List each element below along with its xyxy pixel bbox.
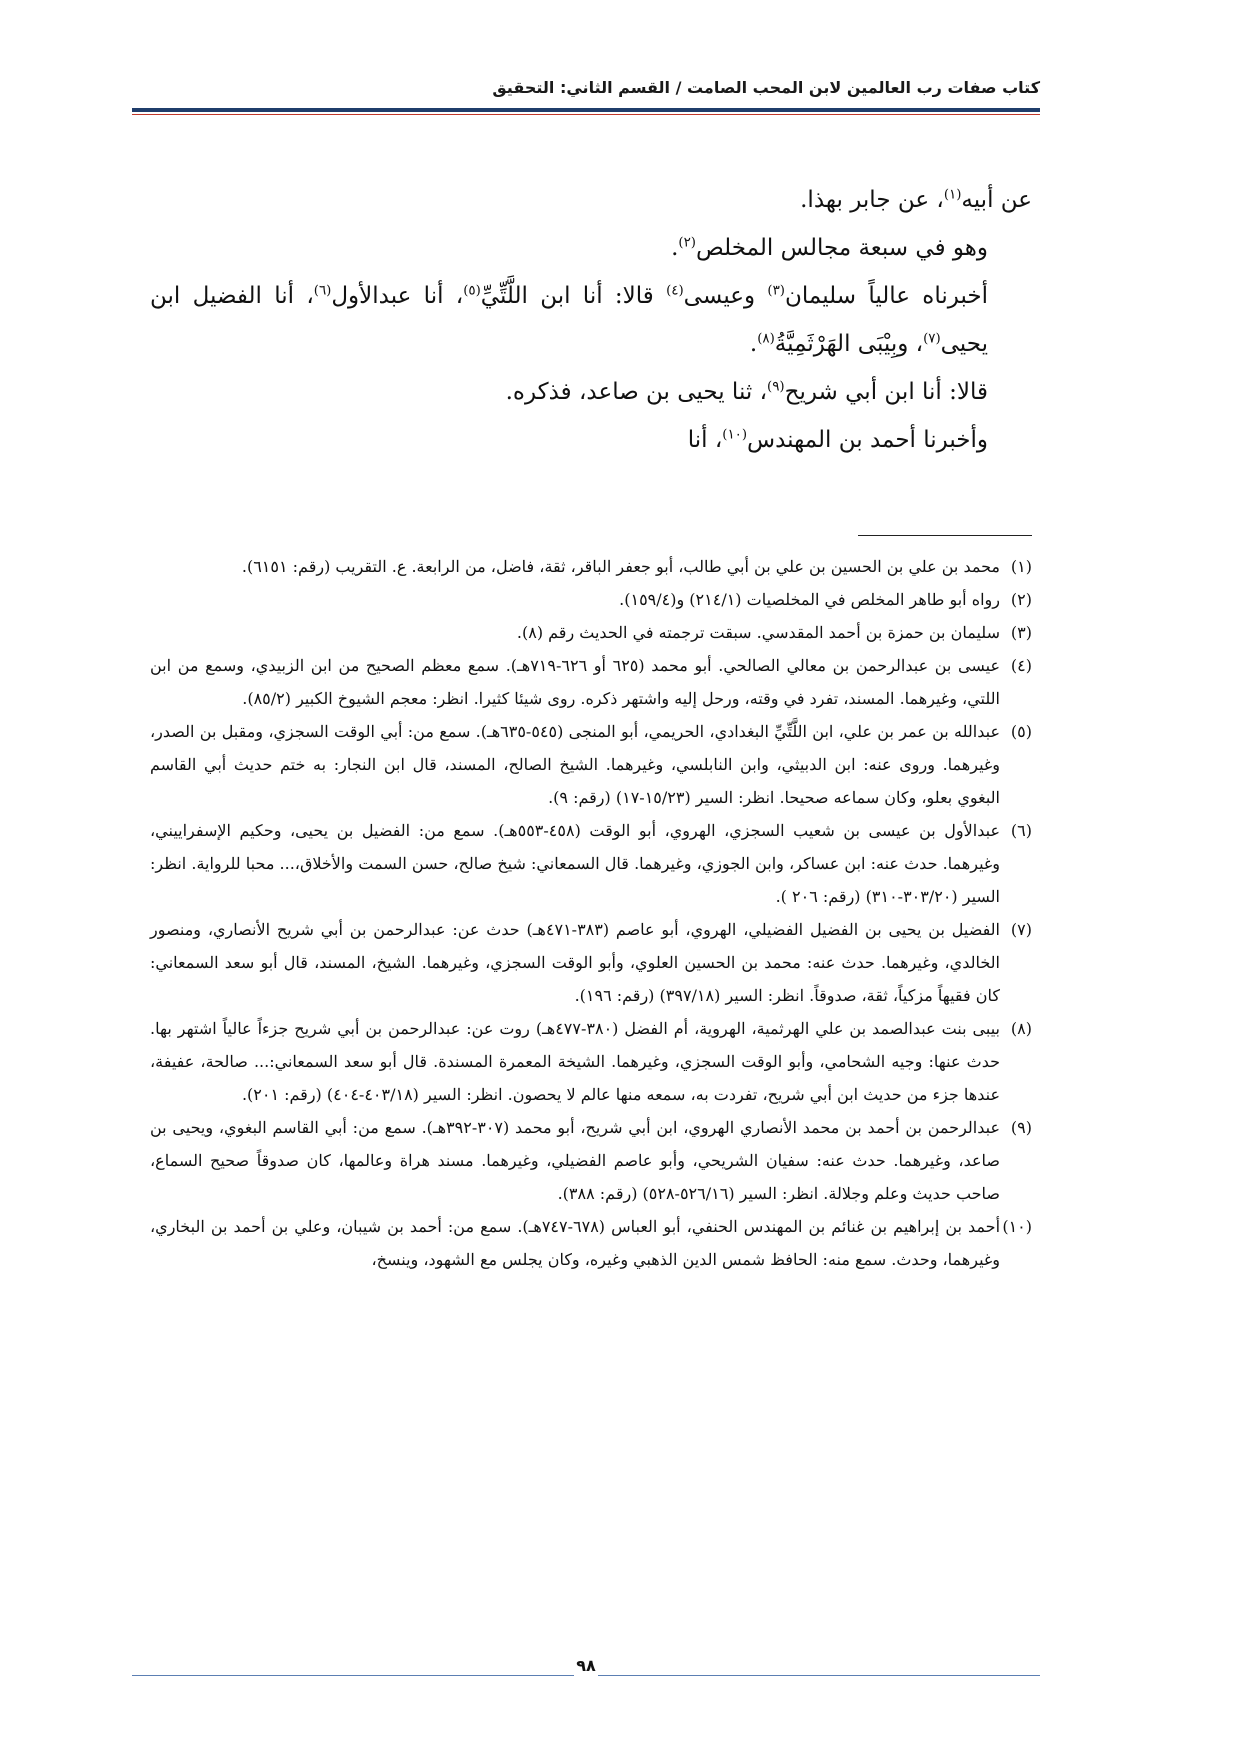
footnote-number: (١٠) xyxy=(1002,1217,1032,1236)
footnote-4 xyxy=(150,649,1032,715)
footnote-number: (١) xyxy=(1010,557,1032,576)
footnote-number: (٨) xyxy=(1010,1019,1032,1038)
footnote-number: (٧) xyxy=(1010,920,1032,939)
footnote-number: (٣) xyxy=(1010,623,1032,642)
footnote-separator xyxy=(858,535,1032,536)
footnote-text: بيبى بنت عبدالصمد بن علي الهرثمية، الهروية، أم الفضل (٣٨٠-٤٧٧هـ) روت عن: عبدالرحمن بن أبي شريح جزءاً عالياً اشتهر بها. حدث عنها: وجيه الشحامي، وأبو الوقت السجزي، وغيرهما. الشيخة المعمرة المسندة. قال أبو سعد السمعاني:... صالحة، عفيفة، عندها جزء من حديث ابن أبي شريح، تفردت به، سمعه منها عالم لا يحصون. انظر: السير (٤٠٣/١٨-٤٠٤) (رقم: ٢٠١). xyxy=(150,1019,1000,1104)
page-number: ٩٨ xyxy=(576,1656,596,1675)
footnote-ref[interactable]: (٥) xyxy=(463,283,481,299)
footnote-10 xyxy=(150,1210,1032,1276)
footnote-text: الفضيل بن يحيى بن الفضيل الفضيلي، الهروي، أبو عاصم (٣٨٣-٤٧١هـ) حدث عن: عبدالرحمن بن أبي شريح الأنصاري، ومنصور الخالدي، وغيرهما. حدث عنه: محمد بن الحسين العلوي، وأبو الوقت السجزي، وغيرهما. الشيخ، المسند، قال أبو سعد السمعاني: كان فقيهاً مزكياً، ثقة، صدوقاً. انظر: السير (٣٩٧/١٨) (رقم: ١٩٦). xyxy=(150,920,1001,1005)
footnote-number: (٩) xyxy=(1010,1118,1032,1137)
footnote-number: (٢) xyxy=(1010,590,1032,609)
footer-rule-right xyxy=(598,1675,1040,1676)
footnote-ref[interactable]: (٧) xyxy=(923,331,941,347)
footnote-ref[interactable]: (١) xyxy=(943,187,962,203)
footnote-ref[interactable]: (٩) xyxy=(767,379,785,395)
footnote-7 xyxy=(150,913,1032,1012)
footnote-text: عيسى بن عبدالرحمن بن معالي الصالحي. أبو محمد (٦٢٥ أو ٦٢٦-٧١٩هـ). سمع معظم الصحيح من ابن الزبيدي، وسمع من ابن اللتي، وغيرهما. المسند، تفرد في وقته، ورحل إليه واشتهر ذكره. روى شيئا كثيرا. انظر: معجم الشيوخ الكبير (٨٥/٢). xyxy=(150,656,1001,708)
footnote-number: (٥) xyxy=(1010,722,1032,741)
footnote-2 xyxy=(150,583,1032,616)
footnote-3 xyxy=(150,616,1032,649)
footnote-8 xyxy=(150,1012,1032,1111)
footnote-text: محمد بن علي بن الحسين بن علي بن أبي طالب، أبو جعفر الباقر، ثقة، فاضل، من الرابعة. ع. التقريب (رقم: ٦١٥١). xyxy=(241,557,1000,576)
footnote-text: عبدالرحمن بن أحمد بن محمد الأنصاري الهروي، ابن أبي شريح، أبو محمد (٣٠٧-٣٩٢هـ). سمع من: أبي القاسم البغوي، ويحيى بن صاعد، وغيرهما. حدث عنه: سفيان الشريحي، وأبو عاصم الفضيلي، وغيرهما. مسند هراة وعالمها، كان صدوقاً صحيح السماع، صاحب حديث وعلم وجلالة. انظر: السير (٥٢٦/١٦-٥٢٨) (رقم: ٣٨٨). xyxy=(150,1118,1000,1203)
footnote-6 xyxy=(150,814,1032,913)
footnote-text: عبدالله بن عمر بن علي، ابن اللَّتِّيِّ البغدادي، الحريمي، أبو المنجى (٥٤٥-٦٣٥هـ). سمع من: أبي الوقت السجزي، ومقبل بن الصدر، وغيرهما. وروى عنه: ابن الدبيثي، وابن النابلسي، وغيرهما. الشيخ الصالح، المسند، قال ابن النجار: به ختم حديث أبي القاسم البغوي بعلو، وكان سماعه صحيحا. انظر: السير (١٥/٢٣-١٧) (رقم: ٩). xyxy=(150,722,1000,807)
footnote-9 xyxy=(150,1111,1032,1210)
footnote-ref[interactable]: (٨) xyxy=(757,331,775,347)
footnote-1 xyxy=(150,550,1032,583)
footnote-text: رواه أبو طاهر المخلص في المخلصيات (٢١٤/١) و(١٥٩/٤). xyxy=(619,590,1000,609)
footer-rule-left xyxy=(132,1675,574,1676)
main-line-1: عن أبيه$^{(١)}$، عن جابر بهذا. xyxy=(800,187,1032,213)
footnote-ref[interactable]: (٣) xyxy=(767,283,785,299)
footnote-ref[interactable]: (٢) xyxy=(678,235,696,251)
running-header: كتاب صفات رب العالمين لابن المحب الصامت / القسم الثاني: التحقيق xyxy=(492,78,1040,97)
header-rule-thin xyxy=(132,114,1040,115)
header-rule-thick xyxy=(132,108,1040,112)
footnotes xyxy=(150,550,1032,1276)
footnote-number: (٤) xyxy=(1010,656,1032,675)
footnote-ref[interactable]: (٤) xyxy=(666,283,684,299)
footnote-number: (٦) xyxy=(1010,821,1032,840)
footnote-ref[interactable]: (٦) xyxy=(313,283,332,299)
main-paragraph-5: وأخبرنا أحمد بن المهندس$^{(١٠)}$، أنا xyxy=(687,427,988,453)
main-paragraph-3: أخبرناه عالياً سليمان$^{(٣)}$ وعيسى$^{(٤)}$ قالا: أنا ابن اللَّتِّيِّ$^{(٥)}$، أنا عبدالأول$^{(٦)}$، أنا الفضيل ابن يحيى$^{(٧)}$، وبِيْبَى الهَرْثَمِيَّةُ$^{(٨)}$. xyxy=(150,283,988,357)
footnote-text: أحمد بن إبراهيم بن غنائم بن المهندس الحنفي، أبو العباس (٦٧٨-٧٤٧هـ). سمع من: أحمد بن شيبان، وعلي بن أحمد بن البخاري، وغيرهما، وحدث. سمع منه: الحافظ شمس الدين الذهبي وغيره، وكان يجلس مع الشهود، وينسخ، xyxy=(150,1217,1001,1269)
footnote-text: سليمان بن حمزة بن أحمد المقدسي. سبقت ترجمته في الحديث رقم (٨). xyxy=(516,623,1000,642)
footnote-text: عبدالأول بن عيسى بن شعيب السجزي، الهروي، أبو الوقت (٤٥٨-٥٥٣هـ). سمع من: الفضيل بن يحيى، وحكيم الإسفراييني، وغيرهما. حدث عنه: ابن عساكر، وابن الجوزي، وغيرهما. قال السمعاني: شيخ صالح، حسن السمت والأخلاق،... محبا للرواية. انظر: السير (٣٠٣/٢٠-٣١٠) (رقم: ٢٠٦ ). xyxy=(150,821,1000,906)
footnote-ref[interactable]: (١٠) xyxy=(722,427,748,443)
main-paragraph-4: قالا: أنا ابن أبي شريح$^{(٩)}$، ثنا يحيى بن صاعد، فذكره. xyxy=(505,379,988,405)
main-text xyxy=(150,176,1032,464)
main-line-2: وهو في سبعة مجالس المخلص$^{(٢)}$. xyxy=(671,235,988,261)
footnote-5 xyxy=(150,715,1032,814)
